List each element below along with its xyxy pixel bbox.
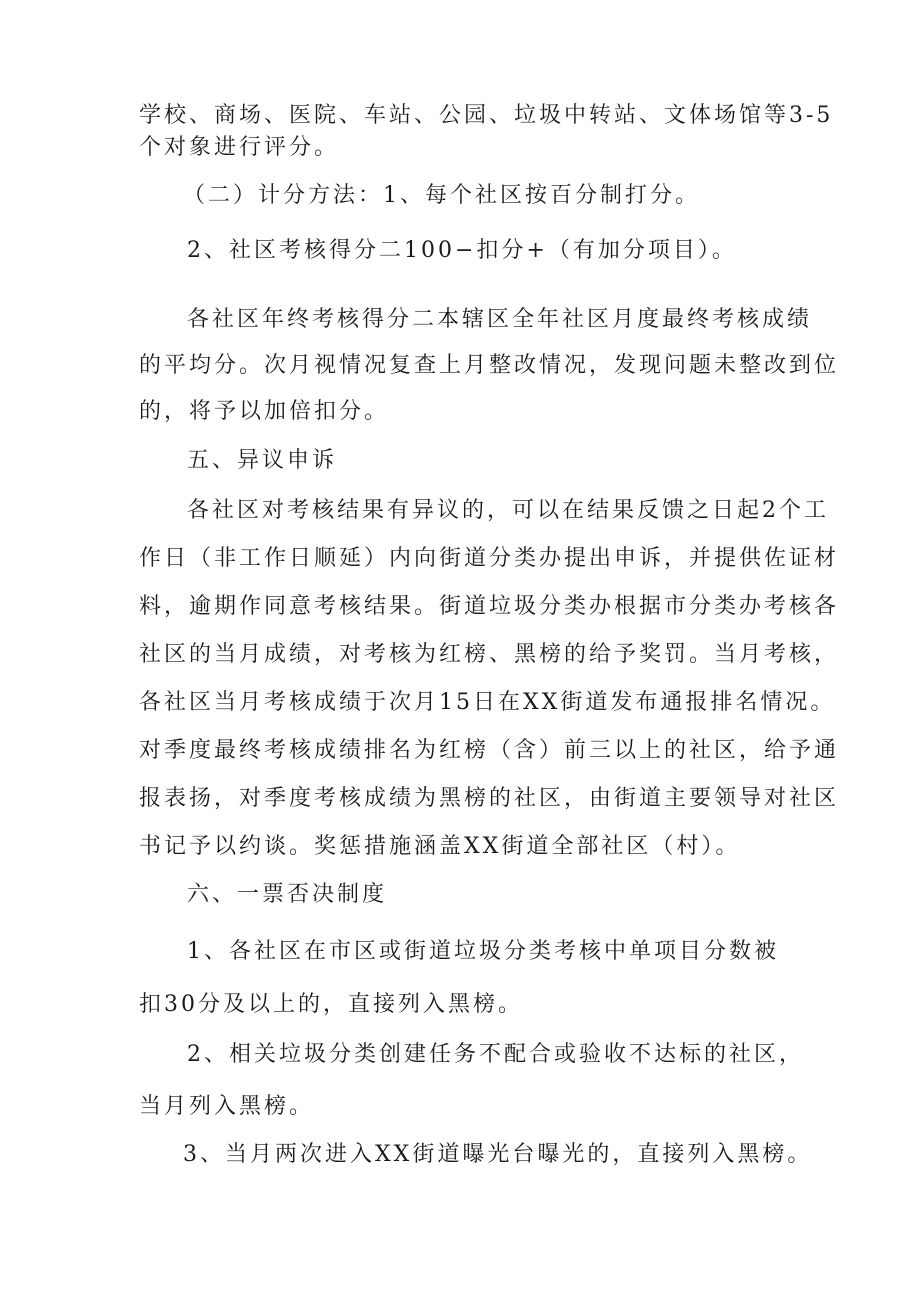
text-line: 各社区对考核结果有异议的，可以在结果反馈之日起2个工 xyxy=(187,498,829,523)
text-line: 3、当月两次进入XX街道曝光台曝光的，直接列入黑榜。 xyxy=(183,1142,813,1167)
text-line: 扣30分及以上的，直接列入黑榜。 xyxy=(139,992,523,1017)
text-line: 的平均分。次月视情况复查上月整改情况，发现问题未整改到位 xyxy=(139,353,840,378)
text-line: 各社区年终考核得分二本辖区全年社区月度最终考核成绩 xyxy=(187,307,813,332)
section-heading: 五、异议申诉 xyxy=(187,448,338,473)
section-heading: 六、一票否决制度 xyxy=(187,882,388,907)
text-line: 书记予以约谈。奖惩措施涵盖XX街道全部社区（村）。 xyxy=(139,834,741,859)
text-line: 1、各社区在市区或街道垃圾分类考核中单项目分数被 xyxy=(187,939,779,964)
text-line: 2、社区考核得分二100−扣分+（有加分项目）。 xyxy=(187,238,737,263)
text-line: 料，逾期作同意考核结果。街道垃圾分类办根据市分类办考核各 xyxy=(139,594,840,619)
text-line: 学校、商场、医院、车站、公园、垃圾中转站、文体场馆等3-5 xyxy=(139,103,834,128)
text-line: 对季度最终考核成绩排名为红榜（含）前三以上的社区，给予通 xyxy=(139,738,840,763)
text-line: 个对象进行评分。 xyxy=(139,135,340,160)
text-line: 2、相关垃圾分类创建任务不配合或验收不达标的社区， xyxy=(187,1042,804,1067)
text-line: 各社区当月考核成绩于次月15日在XX街道发布通报排名情况。 xyxy=(139,690,836,715)
text-line: （二）计分方法：1、每个社区按百分制打分。 xyxy=(183,183,700,208)
text-line: 报表扬，对季度考核成绩为黑榜的社区，由街道主要领导对社区 xyxy=(139,786,840,811)
text-line: 社区的当月成绩，对考核为红榜、黑榜的给予奖罚。当月考核， xyxy=(139,642,840,667)
text-line: 的，将予以加倍扣分。 xyxy=(139,399,390,424)
text-line: 作日（非工作日顺延）内向街道分类办提出申诉，并提供佐证材 xyxy=(139,546,840,571)
text-line: 当月列入黑榜。 xyxy=(139,1094,315,1119)
